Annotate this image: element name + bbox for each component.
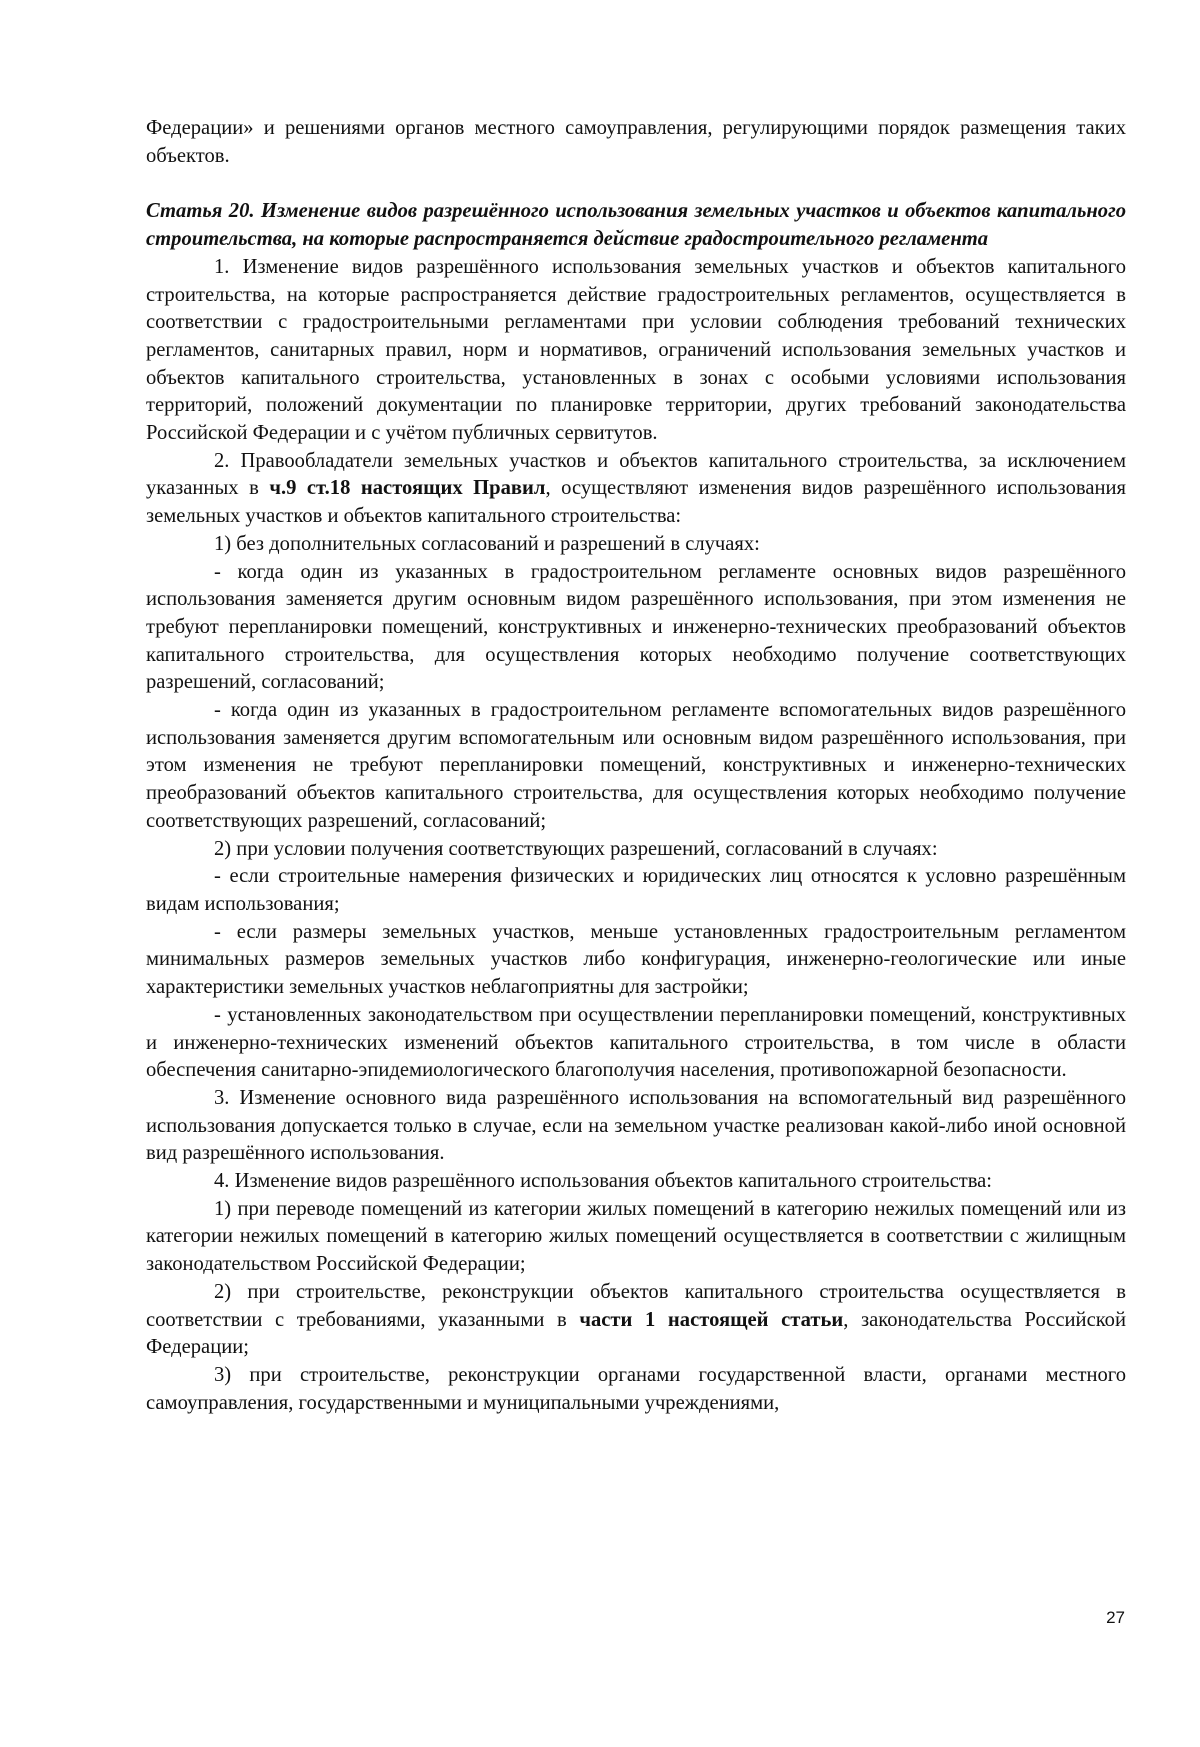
paragraph-4: 4. Изменение видов разрешённого использования объектов капитального строительства: bbox=[214, 1170, 993, 1193]
paragraph-2-text-after: , осуществляют изменения видов разрешённого использования земельных участков и объектов капитального строительства: bbox=[146, 477, 1126, 528]
subparagraph-2-2: 2) при условии получения соответствующих разрешений, согласований в случаях: bbox=[214, 837, 938, 860]
subparagraph-2-2-a: - если строительные намерения физических и юридических лиц относятся к условно разрешённым видам использования; bbox=[146, 865, 1126, 915]
intro-paragraph: Федерации» и решениями органов местного самоуправления, регулирующими порядок размещения таких объектов. bbox=[146, 117, 1126, 167]
document-page bbox=[146, 115, 1126, 1417]
paragraph-2-reference: ч.9 ст.18 настоящих Правил bbox=[269, 477, 546, 500]
subparagraph-4-2-text-after: , законодательства Российской Федерации; bbox=[146, 1308, 1126, 1359]
subparagraph-2-1-a: - когда один из указанных в градостроительном регламенте основных видов разрешённого использования заменяется другим основным видом разрешённого использования, при этом изменения не требуют перепланировки помещений, конструктивных и инженерно-технических преобразований объектов капитального строительства, для осуществления которых необходимо получение соответствующих разрешений, согласований; bbox=[146, 560, 1126, 694]
paragraph-2 bbox=[146, 448, 1126, 531]
paragraph-1: 1. Изменение видов разрешённого использования земельных участков и объектов капитального строительства, на которые распространяется действие градостроительных регламентов, осуществляется в соответствии с градостроительными регламентами при условии соблюдения требований технических регламентов, санитарных правил, норм и нормативов, ограничений использования земельных участков и объектов капитального строительства, установленных в зонах с особыми условиями использования территорий, положений документации по планировке территории, других требований законодательства Российской Федерации и с учётом публичных сервитутов. bbox=[146, 255, 1126, 445]
article-heading: Статья 20. Изменение видов разрешённого использования земельных участков и объектов капитального строительства, на которые распространяется действие градостроительного регламента bbox=[146, 200, 1126, 251]
paragraph-3: 3. Изменение основного вида разрешённого использования на вспомогательный вид разрешённого использования допускается только в случае, если на земельном участке реализован какой-либо иной основной вид разрешённого использования. bbox=[146, 1086, 1126, 1165]
subparagraph-2-1-b: - когда один из указанных в градостроительном регламенте вспомогательных видов разрешённого использования заменяется другим вспомогательным или основным видом разрешённого использования, при этом изменения не требуют перепланировки помещений, конструктивных и инженерно-технических преобразований объектов капитального строительства, для осуществления которых необходимо получение соответствующих разрешений, согласований; bbox=[146, 699, 1126, 832]
subparagraph-2-1: 1) без дополнительных согласований и разрешений в случаях: bbox=[214, 532, 760, 555]
subparagraph-4-1: 1) при переводе помещений из категории жилых помещений в категорию нежилых помещений или из категории нежилых помещений в категорию жилых помещений осуществляется в соответствии с жилищным законодательством Российской Федерации; bbox=[146, 1197, 1126, 1276]
subparagraph-2-2-b: - если размеры земельных участков, меньше установленных градостроительным регламентом минимальных размеров земельных участков либо конфигурация, инженерно-геологические или иные характеристики земельных участков неблагоприятны для застройки; bbox=[146, 920, 1126, 999]
subparagraph-4-2-reference: части 1 настоящей статьи bbox=[579, 1308, 844, 1331]
subparagraph-2-2-c: - установленных законодательством при осуществлении перепланировки помещений, конструктивных и инженерно-технических изменений объектов капитального строительства, в том числе в области обеспечения санитарно-эпидемиологического благополучия населения, противопожарной безопасности. bbox=[146, 1003, 1126, 1082]
page-number: 27 bbox=[1106, 1608, 1125, 1627]
subparagraph-4-2 bbox=[146, 1279, 1126, 1362]
paragraph-2-text-before: 2. Правообладатели земельных участков и объектов капитального строительства, за исключением указанных в bbox=[146, 449, 1126, 500]
subparagraph-4-2-text-before: 2) при строительстве, реконструкции объектов капитального строительства осуществляется в соответствии с требованиями, указанными в bbox=[146, 1280, 1126, 1331]
subparagraph-4-3: 3) при строительстве, реконструкции органами государственной власти, органами местного самоуправления, государственными и муниципальными учреждениями, bbox=[146, 1363, 1126, 1414]
paragraph-gap bbox=[146, 170, 1126, 198]
